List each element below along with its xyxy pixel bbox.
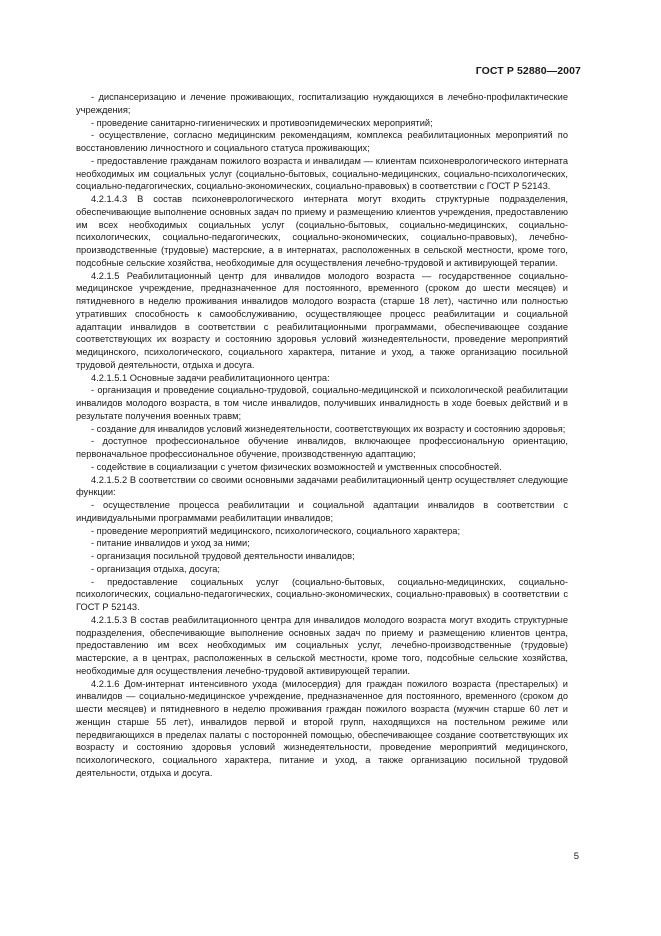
list-item: - осуществление, согласно медицинским рекомендациям, комплекса реабилитационных мероприятий по восстановлению личностного и социального статуса проживающих; bbox=[76, 130, 568, 153]
list-item: - доступное профессиональное обучение инвалидов, включающее профессиональную ориентацию, первоначальное профессиональное обучение, производственную адаптацию; bbox=[76, 436, 568, 459]
paragraph: 4.2.1.6 Дом-интернат интенсивного ухода (милосердия) для граждан пожилого возраста (престарелых) и инвалидов — социально-медицинское учреждение, предназначенное для постоянного, временного (сроком до шести месяцев) и пятидневного в неделю проживания граждан пожилого возраста (мужчин старше 60 лет и женщин старше 55 лет), инвалидов первой и второй групп, находящихся на постельном режиме или передвигающихся в пределах палаты с посторонней помощью, обеспечивающее создание соответствующих их возрасту и состоянию здоровья условий жизнедеятельности, проведение мероприятий медицинского, психологического, социального характера, питание и уход, а также организацию посильной трудовой деятельности, отдыха и досуга. bbox=[76, 678, 568, 778]
document-body bbox=[76, 91, 568, 780]
list-item: - организация и проведение социально-трудовой, социально-медицинской и психологической реабилитации инвалидов молодого возраста, в том числе инвалидов, получивших инвалидность в ходе боевых действий и в результате получения военных травм; bbox=[76, 385, 568, 421]
standard-header: ГОСТ Р 52880—2007 bbox=[475, 65, 581, 77]
list-item: - предоставление социальных услуг (социально-бытовых, социально-медицинских, социально-психологических, социально-педагогических, социально-экономических, социально-правовых) в соответствии с ГОСТ Р 52143. bbox=[76, 576, 568, 612]
list-item: - организация посильной трудовой деятельности инвалидов; bbox=[91, 551, 355, 561]
paragraph: 4.2.1.5.2 В соответствии со своими основными задачами реабилитационный центр осуществляет следующие функции: bbox=[76, 474, 568, 498]
paragraph: 4.2.1.5 Реабилитационный центр для инвалидов молодого возраста — государственное социально-медицинское учреждение, предназначенное для постоянного, временного (сроком до шести месяцев) и пятидневного в неделю проживания инвалидов молодого возраста (старше 18 лет), частично или полностью утративших способность к самообслуживанию, осуществляющее процесс реабилитации и социальной адаптации инвалидов в соответствии с реабилитационными программами, обеспечивающее создание соответствующих их возрасту и состоянию здоровья условий жизнедеятельности, проведение мероприятий медицинского, психологического, социального характера, питание и уход, а также организацию посильной трудовой деятельности, отдыха и досуга. bbox=[76, 270, 568, 370]
paragraph: 4.2.1.4.3 В состав психоневрологического интерната могут входить структурные подразделения, обеспечивающие выполнение основных задач по приему и размещению клиентов учреждения, предоставлению им всех необходимых социальных услуг (социально-бытовых, социально-медицинских, социально-психологических, социально-педагогических, социально-экономических, социально-правовых), лечебно-производственные (трудовые) мастерские, а в интернатах, расположенных в сельской местности, кроме того, подсобные сельские хозяйства, необходимые для осуществления лечебно-трудовой и активирующей терапии. bbox=[76, 194, 568, 268]
paragraph: 4.2.1.5.3 В состав реабилитационного центра для инвалидов молодого возраста могут входить структурные подразделения, обеспечивающие выполнение основных задач по приему и размещению клиентов центра, предоставлению им всех необходимых им социальных услуг, лечебно-производственные (трудовые) мастерские, а в центрах, расположенных в сельской местности, кроме того, подсобные сельские хозяйства, необходимые для осуществления лечебно-трудовой активирующей терапии. bbox=[76, 614, 568, 676]
list-item: - осуществление процесса реабилитации и социальной адаптации инвалидов в соответствии с индивидуальными программами реабилитации инвалидов; bbox=[76, 500, 568, 523]
list-item: - проведение санитарно-гигиенических и противоэпидемических мероприятий; bbox=[91, 117, 433, 128]
list-item: - создание для инвалидов условий жизнедеятельности, соответствующих их возрасту и состоянию здоровья; bbox=[91, 423, 566, 434]
list-item: - питание инвалидов и уход за ними; bbox=[91, 538, 250, 549]
list-item: - диспансеризацию и лечение проживающих, госпитализацию нуждающихся в лечебно-профилактические учреждения; bbox=[76, 92, 568, 115]
page-number: 5 bbox=[573, 851, 579, 862]
list-item: - предоставление гражданам пожилого возраста и инвалидам — клиентам психоневрологического интерната необходимых им социальных услуг (социально-бытовых, социально-медицинских, социально-психологических, социально-педагогических, социально-экономических, социально-правовых) в соответствии с ГОСТ Р 52143. bbox=[76, 155, 568, 192]
list-item: - проведение мероприятий медицинского, психологического, социального характера; bbox=[91, 525, 461, 536]
list-item: - содействие в социализации с учетом физических возможностей и умственных способностей. bbox=[91, 461, 502, 472]
paragraph: 4.2.1.5.1 Основные задачи реабилитационного центра: bbox=[91, 372, 330, 383]
list-item: - организация отдыха, досуга; bbox=[91, 563, 221, 574]
